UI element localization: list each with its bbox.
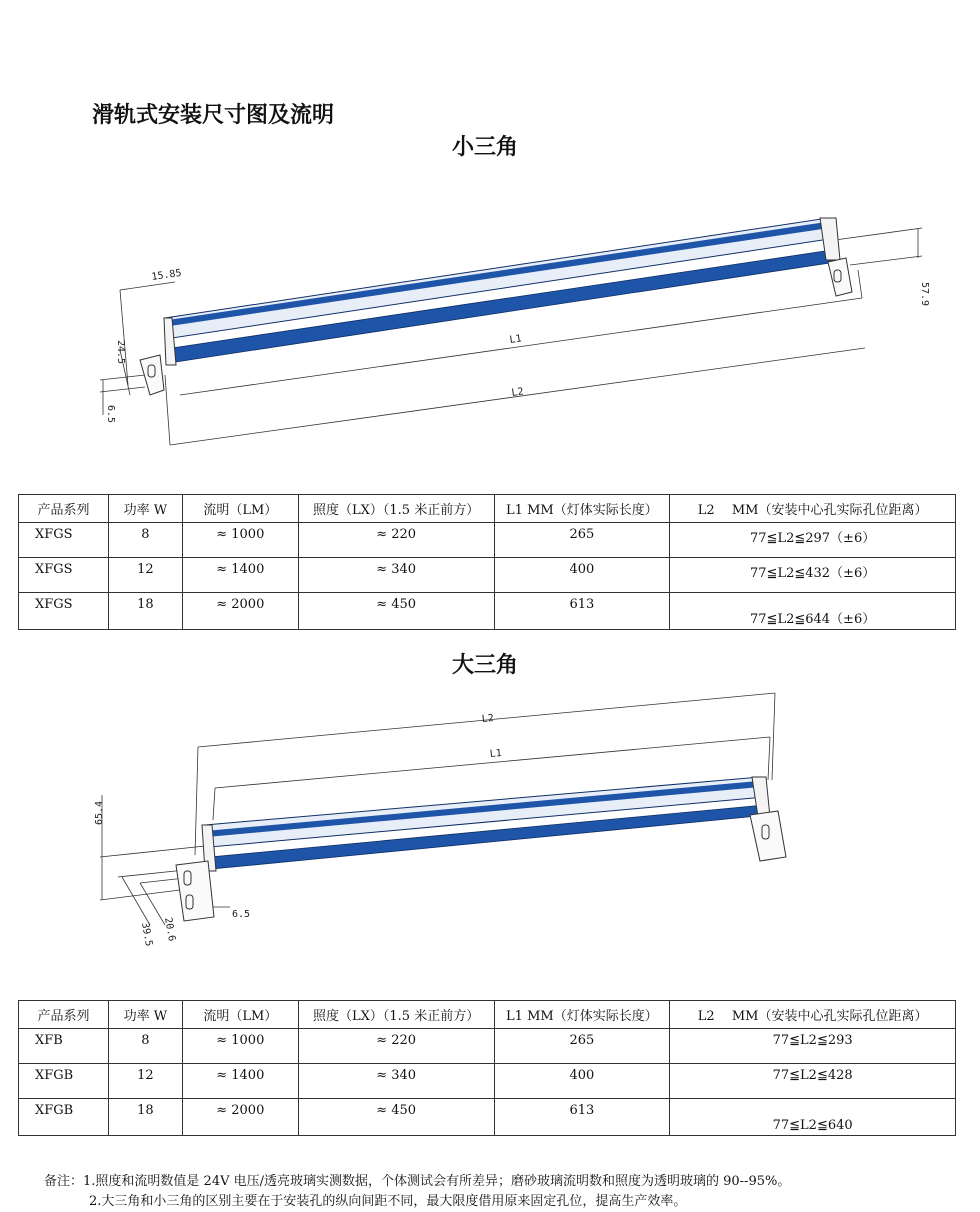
cell-lumen: ≈ 1000 <box>182 1029 298 1064</box>
header-lumen: 流明（LM） <box>182 495 298 523</box>
cell-lumen: ≈ 2000 <box>182 593 298 630</box>
cell-l1: 265 <box>494 1029 670 1064</box>
header-series: 产品系列 <box>19 1001 109 1029</box>
cell-l2: 77≦L2≦432（±6） <box>670 558 956 593</box>
header-series: 产品系列 <box>19 495 109 523</box>
cell-lumen: ≈ 1400 <box>182 1064 298 1099</box>
cell-lumen: ≈ 2000 <box>182 1099 298 1136</box>
cell-l1: 265 <box>494 523 670 558</box>
dim-l1: L1 <box>489 747 503 760</box>
cell-illuminance: ≈ 220 <box>298 1029 494 1064</box>
header-l2: L2 MM（安装中心孔实际孔位距离） <box>670 1001 956 1029</box>
header-illuminance: 照度（LX）（1.5 米正前方） <box>298 495 494 523</box>
header-l1: L1 MM（灯体实际长度） <box>494 1001 670 1029</box>
table-header-row <box>19 495 956 523</box>
dim-top-width: 15.85 <box>150 267 183 283</box>
dim-hole: 6.5 <box>105 405 116 424</box>
cell-series: XFGB <box>19 1064 109 1099</box>
cell-l1: 400 <box>494 1064 670 1099</box>
page-title: 滑轨式安装尺寸图及流明 <box>92 103 335 128</box>
lamp-body <box>202 777 770 871</box>
cell-power: 12 <box>108 558 182 593</box>
dim-right-height: 57.9 <box>919 282 930 307</box>
header-power: 功率 W <box>108 495 182 523</box>
spec-table-large-triangle <box>18 1000 956 1136</box>
table-row <box>19 1029 956 1064</box>
cell-lumen: ≈ 1400 <box>182 558 298 593</box>
header-l1: L1 MM（灯体实际长度） <box>494 495 670 523</box>
large-triangle-drawing <box>0 685 980 955</box>
lamp-body <box>164 218 840 365</box>
cell-l2: 77≦L2≦644（±6） <box>670 593 956 630</box>
table-row <box>19 1064 956 1099</box>
cell-power: 8 <box>108 1029 182 1064</box>
cell-series: XFGB <box>19 1099 109 1136</box>
spec-table-small-triangle <box>18 494 956 630</box>
section-title-large-triangle: 大三角 <box>452 653 519 678</box>
cell-power: 8 <box>108 523 182 558</box>
cell-lumen: ≈ 1000 <box>182 523 298 558</box>
cell-power: 18 <box>108 1099 182 1136</box>
cell-series: XFGS <box>19 558 109 593</box>
cell-illuminance: ≈ 340 <box>298 1064 494 1099</box>
dim-height-left: 24.5 <box>115 340 126 365</box>
table-row <box>19 593 956 630</box>
cell-illuminance: ≈ 450 <box>298 593 494 630</box>
table-header-row <box>19 1001 956 1029</box>
cell-illuminance: ≈ 340 <box>298 558 494 593</box>
cell-l2: 77≦L2≦297（±6） <box>670 523 956 558</box>
dim-l1: L1 <box>508 333 523 346</box>
cell-series: XFGS <box>19 523 109 558</box>
header-lumen: 流明（LM） <box>182 1001 298 1029</box>
cell-power: 18 <box>108 593 182 630</box>
dim-l2: L2 <box>481 712 495 725</box>
dim-a: 39.5 <box>139 921 155 948</box>
dim-c: 6.5 <box>232 909 251 920</box>
cell-l2: 77≦L2≦640 <box>670 1099 956 1136</box>
section-title-small-triangle: 小三角 <box>452 135 519 160</box>
cell-illuminance: ≈ 220 <box>298 523 494 558</box>
cell-power: 12 <box>108 1064 182 1099</box>
cell-l1: 613 <box>494 593 670 630</box>
dim-l2: L2 <box>510 386 525 399</box>
cell-l1: 613 <box>494 1099 670 1136</box>
note-line-1: 1.照度和流明数值是 24V 电压/透亮玻璃实测数据，个体测试会有所差异；磨砂玻璃流明数和照度为透明玻璃的 90--95%。 <box>83 1174 791 1189</box>
dim-b: 20.6 <box>162 916 178 943</box>
cell-illuminance: ≈ 450 <box>298 1099 494 1136</box>
cell-l2: 77≦L2≦428 <box>670 1064 956 1099</box>
notes <box>44 1172 790 1212</box>
small-triangle-drawing <box>0 200 980 470</box>
cell-l2: 77≦L2≦293 <box>670 1029 956 1064</box>
header-l2: L2 MM（安装中心孔实际孔位距离） <box>670 495 956 523</box>
header-illuminance: 照度（LX）（1.5 米正前方） <box>298 1001 494 1029</box>
table-row <box>19 523 956 558</box>
cell-series: XFB <box>19 1029 109 1064</box>
notes-label: 备注： <box>44 1174 84 1189</box>
dim-height: 65.4 <box>94 800 105 825</box>
header-power: 功率 W <box>108 1001 182 1029</box>
cell-l1: 400 <box>494 558 670 593</box>
table-row <box>19 558 956 593</box>
note-line-2: 2.大三角和小三角的区别主要在于安装孔的纵向间距不同，最大限度借用原来固定孔位，提高生产效率。 <box>89 1194 687 1209</box>
table-row <box>19 1099 956 1136</box>
cell-series: XFGS <box>19 593 109 630</box>
